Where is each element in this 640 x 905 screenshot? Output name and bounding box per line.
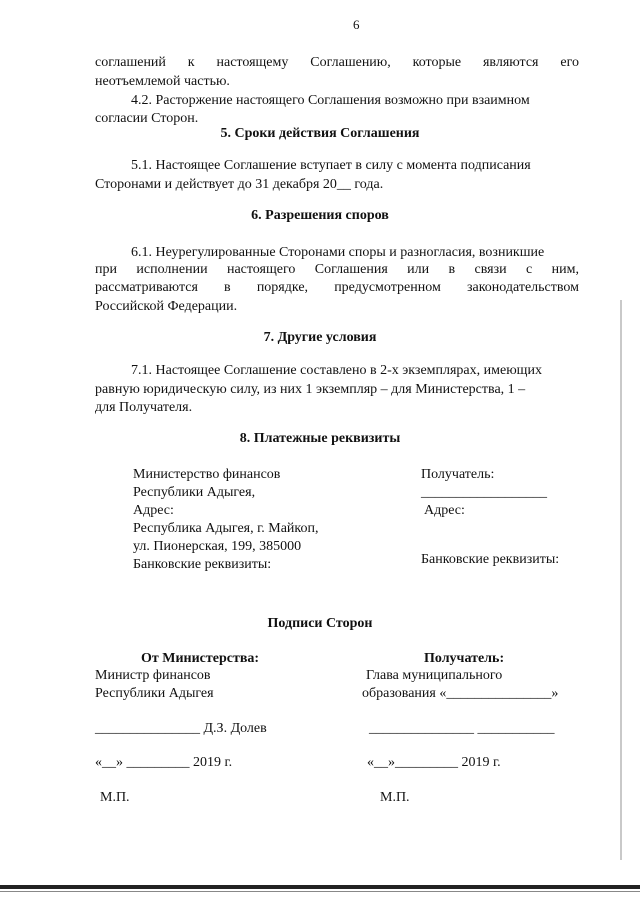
- word: законодательством: [466, 280, 579, 295]
- word: Соглашению,: [310, 55, 391, 70]
- sig-left-stamp: М.П.: [100, 790, 130, 805]
- sec6-line1: 6.1. Неурегулированные Сторонами споры и разногласия, возникшие: [131, 245, 545, 260]
- word: которые: [412, 55, 462, 70]
- sec8-left-2: Республики Адыгея,: [133, 485, 256, 500]
- sig-right-line1: Глава муниципального: [366, 668, 503, 683]
- sig-left-line1: Министр финансов: [95, 668, 211, 683]
- sec8-left-4: Республика Адыгея, г. Майкоп,: [133, 521, 319, 536]
- sec8-title: 8. Платежные реквизиты: [239, 431, 401, 446]
- word: при: [95, 262, 117, 277]
- sec8-left-1: Министерство финансов: [133, 467, 281, 482]
- sec5-line1: 5.1. Настоящее Соглашение вступает в силу с момента подписания: [131, 158, 531, 173]
- sec4-line2: неотъемлемой частью.: [95, 74, 230, 89]
- word: настоящему: [216, 55, 289, 70]
- sec7-line2: равную юридическую силу, из них 1 экземпляр – для Министерства, 1 –: [95, 382, 526, 397]
- sec4-line1: [95, 55, 579, 71]
- sec6-line3: [95, 280, 579, 296]
- sig-right-date: «__»_________ 2019 г.: [367, 755, 501, 770]
- sec7-title: 7. Другие условия: [263, 330, 377, 345]
- sig-right-signer: _______________ ___________: [369, 721, 555, 736]
- sig-left-line2: Республики Адыгея: [95, 686, 214, 701]
- sig-right-line2: образования «_______________»: [362, 686, 559, 701]
- scan-bottom-bar: [0, 885, 640, 889]
- sec7-line3: для Получателя.: [95, 400, 193, 415]
- sec8-left-5: ул. Пионерская, 199, 385000: [133, 539, 302, 554]
- signatures-title: Подписи Сторон: [267, 616, 373, 631]
- word: настоящего: [226, 262, 296, 277]
- sec6-line4: Российской Федерации.: [95, 299, 238, 314]
- scan-edge-line: [620, 300, 622, 860]
- sec5-line2: Сторонами и действует до 31 декабря 20__ года.: [95, 177, 384, 192]
- sec4-p42-line1: 4.2. Расторжение настоящего Соглашения возможно при взаимном: [131, 93, 530, 108]
- sec6-title: 6. Разрешения споров: [251, 208, 389, 223]
- word: ним,: [551, 262, 579, 277]
- word: в: [448, 262, 456, 277]
- sec4-p42-line2: согласии Сторон.: [95, 111, 199, 126]
- sig-left-date: «__» _________ 2019 г.: [95, 755, 233, 770]
- sec8-right-3: Адрес:: [424, 503, 465, 518]
- sig-right-header: Получатель:: [424, 651, 505, 666]
- sec8-right-2: __________________: [421, 485, 547, 500]
- word: Соглашения: [314, 262, 388, 277]
- word: рассматриваются: [95, 280, 198, 295]
- sec8-right-4: Банковские реквизиты:: [421, 552, 560, 567]
- sec8-right-1: Получатель:: [421, 467, 495, 482]
- sig-left-signer: _______________ Д.З. Долев: [95, 721, 267, 736]
- sec8-left-3: Адрес:: [133, 503, 174, 518]
- word: порядке,: [256, 280, 309, 295]
- word: или: [407, 262, 430, 277]
- word: являются: [482, 55, 539, 70]
- word: соглашений: [95, 55, 166, 70]
- sec5-title: 5. Сроки действия Соглашения: [220, 126, 420, 141]
- scan-bottom-line: [0, 891, 640, 892]
- word: исполнении: [136, 262, 208, 277]
- word: в: [224, 280, 231, 295]
- word: предусмотренном: [334, 280, 441, 295]
- word: к: [187, 55, 195, 70]
- word: с: [526, 262, 533, 277]
- word: связи: [474, 262, 507, 277]
- sec6-line2: [95, 262, 579, 278]
- page-number: 6: [353, 17, 360, 32]
- sig-right-stamp: М.П.: [380, 790, 410, 805]
- sig-left-header: От Министерства:: [141, 651, 260, 666]
- sec7-line1: 7.1. Настоящее Соглашение составлено в 2-х экземплярах, имеющих: [131, 363, 542, 378]
- sec8-left-6: Банковские реквизиты:: [133, 557, 272, 572]
- word: его: [560, 55, 579, 70]
